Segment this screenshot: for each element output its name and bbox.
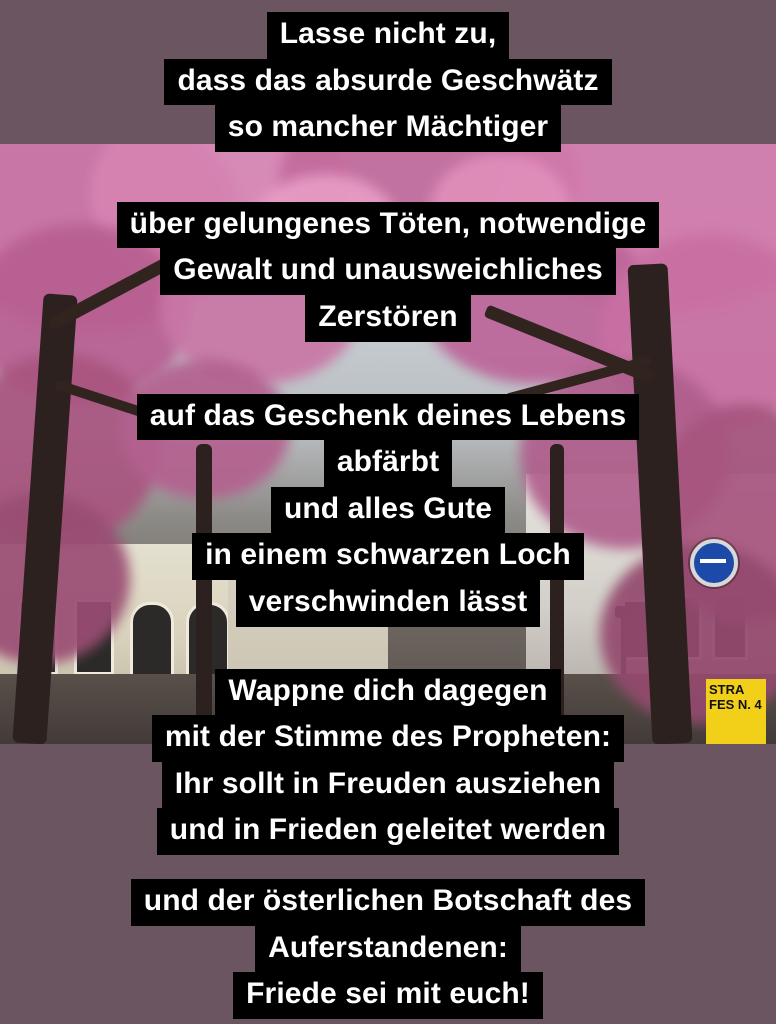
caption-block-1 bbox=[0, 12, 776, 152]
caption-block-2 bbox=[0, 202, 776, 342]
caption-line: auf das Geschenk deines Lebens bbox=[137, 394, 640, 441]
caption-line: Lasse nicht zu, bbox=[267, 12, 510, 59]
caption-line: Auferstandenen: bbox=[255, 926, 521, 973]
caption-line: und in Frieden geleitet werden bbox=[157, 808, 619, 855]
caption-line: Friede sei mit euch! bbox=[233, 972, 543, 1019]
caption-line: Wappne dich dagegen bbox=[215, 669, 560, 716]
caption-line: über gelungenes Töten, notwendige bbox=[117, 202, 660, 249]
caption-line: verschwinden lässt bbox=[236, 580, 541, 627]
caption-line: in einem schwarzen Loch bbox=[192, 533, 584, 580]
yellow-street-sign: STRA FES N. 4 bbox=[706, 679, 766, 744]
caption-line: und der österlichen Botschaft des bbox=[131, 879, 645, 926]
caption-block-5 bbox=[0, 879, 776, 1019]
caption-line: Gewalt und unausweichliches bbox=[160, 248, 615, 295]
caption-line: mit der Stimme des Propheten: bbox=[152, 715, 624, 762]
caption-line: Zerstören bbox=[305, 295, 470, 342]
caption-line: und alles Gute bbox=[271, 487, 505, 534]
caption-line: so mancher Mächtiger bbox=[215, 105, 561, 152]
caption-line: dass das absurde Geschwätz bbox=[164, 59, 611, 106]
caption-block-4 bbox=[0, 669, 776, 855]
caption-block-3 bbox=[0, 394, 776, 627]
caption-line: Ihr sollt in Freuden ausziehen bbox=[162, 762, 614, 809]
caption-line: abfärbt bbox=[324, 440, 452, 487]
